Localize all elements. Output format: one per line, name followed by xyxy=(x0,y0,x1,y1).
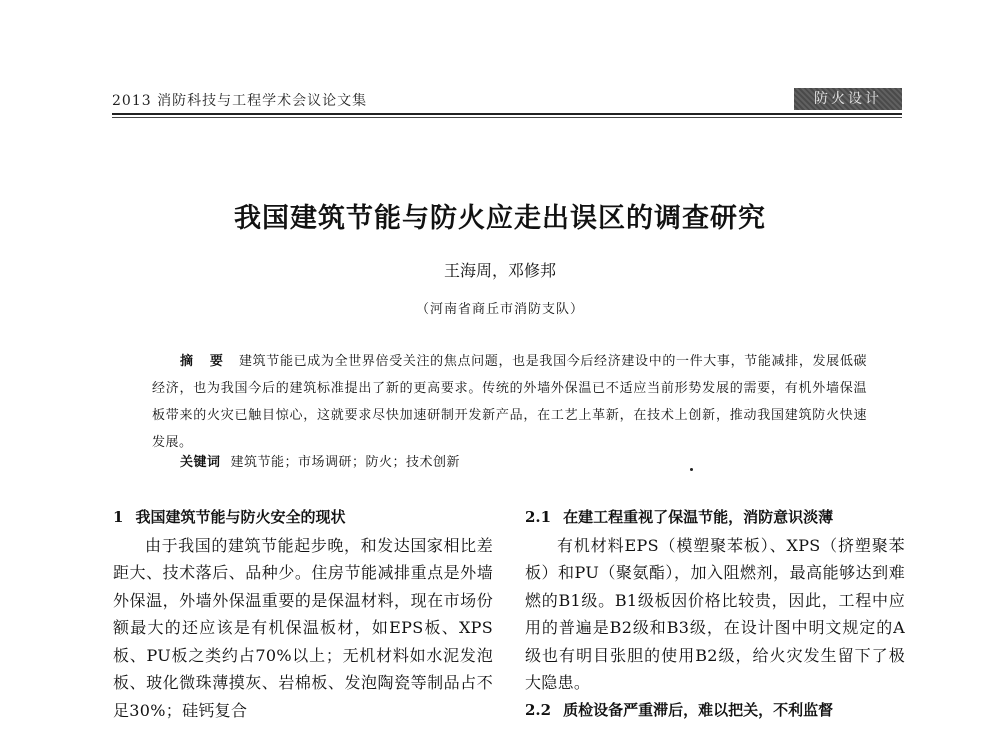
subsection-title: 质检设备严重滞后，难以把关，不利监督 xyxy=(563,700,834,719)
paper-title: 我国建筑节能与防火应走出误区的调查研究 xyxy=(234,203,766,234)
subsection-number: 2.1 xyxy=(525,508,552,526)
subsection-heading xyxy=(525,697,905,725)
body-paragraph: 有机材料EPS（模塑聚苯板）、XPS（挤塑聚苯板）和PU（聚氨酯），加入阻燃剂，最高能够达到难燃的B1级。B1级板因价格比较贵，因此，工程中应用的普遍是B2级和B3级，在设计图中明文规定的A级也有明目张胆的使用B2级，给火灾发生留下了极大隐患。 xyxy=(525,535,905,692)
left-column xyxy=(113,504,493,724)
subsection-heading xyxy=(525,504,905,532)
subsection-title: 在建工程重视了保温节能，消防意识淡薄 xyxy=(563,508,834,526)
section-heading xyxy=(113,504,493,532)
section-number: 1 xyxy=(113,508,124,526)
keywords-label: 关键词 xyxy=(180,455,221,470)
paper-affiliation: （河南省商丘市消防支队） xyxy=(415,302,584,317)
keywords-text: 建筑节能；市场调研；防火；技术创新 xyxy=(230,455,461,470)
right-column xyxy=(525,504,905,724)
journal-name: 2013 消防科技与工程学术会议论文集 xyxy=(112,93,368,109)
subsection-number: 2.2 xyxy=(525,700,552,719)
abstract-label: 摘 要 xyxy=(180,354,229,369)
keywords xyxy=(180,451,460,470)
abstract-text: 建筑节能已成为全世界倍受关注的焦点问题，也是我国今后经济建设中的一件大事，节能减排，发展低碳经济，也为我国今后的建筑标准提出了新的更高要求。传统的外墙外保温已不适应当前形势发展的需要，有机外墙保温板带来的火灾已触目惊心，这就要求尽快加速研制开发新产品，在工艺上革新，在技术上创新，推动我国建筑防火快速发展。 xyxy=(152,354,867,450)
abstract xyxy=(152,348,867,456)
section-title: 我国建筑节能与防火安全的现状 xyxy=(135,508,346,526)
header-rule xyxy=(112,113,902,115)
section-tag: 防火设计 xyxy=(794,88,902,110)
paper-authors: 王海周，邓修邦 xyxy=(443,261,556,280)
header-rule-thin xyxy=(112,117,902,118)
running-header xyxy=(112,88,902,114)
speck-mark xyxy=(690,468,693,471)
body-paragraph: 由于我国的建筑节能起步晚，和发达国家相比差距大、技术落后、品种少。住房节能减排重点是外墙外保温，外墙外保温重要的是保温材料，现在市场份额最大的还应该是有机保温板材，如EPS板、XPS板、PU板之类约占70%以上；无机材料如水泥发泡板、玻化微珠薄摸灰、岩棉板、发泡陶瓷等制品占不足30%；硅钙复合 xyxy=(113,535,493,720)
